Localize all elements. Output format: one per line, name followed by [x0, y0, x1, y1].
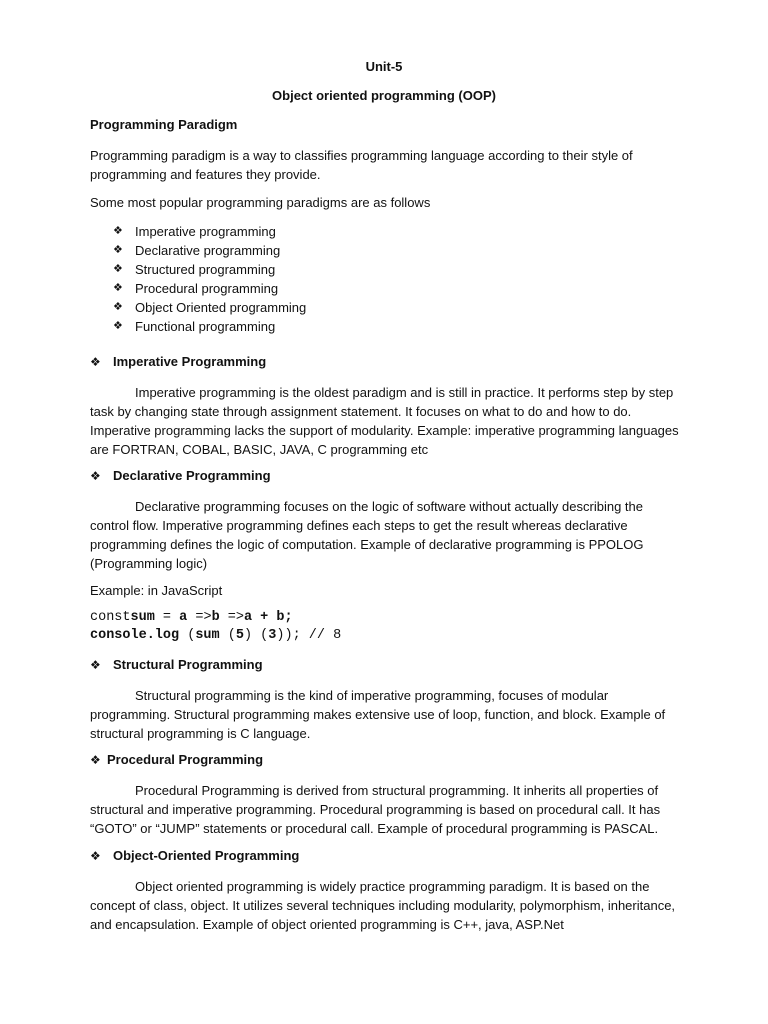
- code-line-1: constsum = a =>b =>a + b;: [90, 610, 293, 625]
- diamond-bullet-icon: ❖: [113, 244, 123, 256]
- code-block: [90, 609, 680, 645]
- list-item: ❖ Imperative programming: [113, 224, 276, 239]
- procedural-heading: ❖ Procedural Programming: [90, 752, 264, 767]
- list-item: ❖ Procedural programming: [113, 281, 279, 296]
- unit-label: Unit-5: [365, 59, 403, 74]
- procedural-paragraph: Procedural Programming is derived from structural programming. It inherits all properties of structural and imperative programming. Procedural programming is based on procedural call. It has “GOTO” or “JUMP” statements or procedural call. Example of procedural programming is PASCAL.: [90, 783, 661, 836]
- imperative-paragraph: Imperative programming is the oldest paradigm and is still in practice. It performs step by step task by changing state through assignment statement. It focuses on what to do and how to do. Imperative programming lacks the support of modularity. Example: imperative programming languages are FORTRAN, COBAL, BASIC, JAVA, C programming etc: [90, 385, 679, 457]
- structural-heading: ❖ Structural Programming: [90, 657, 263, 672]
- diamond-bullet-icon: ❖: [113, 301, 123, 313]
- imperative-heading: ❖ Imperative Programming: [90, 354, 267, 369]
- page-title: Object oriented programming (OOP): [272, 88, 496, 103]
- paradigm-list: [113, 222, 306, 336]
- list-item: ❖ Object Oriented programming: [113, 300, 307, 315]
- code-line-2: console.log (sum (5) (3)); // 8: [90, 628, 342, 643]
- intro-paragraph: Programming paradigm is a way to classifies programming language according to their style of programming and features they provide.: [90, 148, 633, 182]
- declarative-heading: ❖ Declarative Programming: [90, 468, 271, 483]
- diamond-bullet-icon: ❖: [113, 320, 123, 332]
- list-item: ❖ Functional programming: [113, 319, 276, 334]
- diamond-bullet-icon: ❖: [113, 282, 123, 294]
- declarative-paragraph: Declarative programming focuses on the logic of software without actually describing the control flow. Imperative programming defines each steps to get the result whereas declarative programming defines the logic of computation. Example of declarative programming is PPOLOG (Programming logic): [90, 499, 644, 571]
- list-item: ❖ Declarative programming: [113, 243, 281, 258]
- diamond-bullet-icon: ❖: [90, 848, 101, 863]
- diamond-bullet-icon: ❖: [90, 657, 101, 672]
- diamond-bullet-icon: ❖: [90, 752, 101, 767]
- diamond-bullet-icon: ❖: [90, 354, 101, 369]
- oop-heading: ❖ Object-Oriented Programming: [90, 848, 300, 863]
- list-intro: Some most popular programming paradigms are as follows: [90, 195, 431, 210]
- example-label: Example: in JavaScript: [90, 583, 223, 598]
- list-item: ❖ Structured programming: [113, 262, 276, 277]
- diamond-bullet-icon: ❖: [90, 468, 101, 483]
- section-heading: Programming Paradigm: [90, 117, 238, 132]
- diamond-bullet-icon: ❖: [113, 225, 123, 237]
- diamond-bullet-icon: ❖: [113, 263, 123, 275]
- oop-paragraph: Object oriented programming is widely practice programming paradigm. It is based on the concept of class, object. It utilizes several techniques including modularity, polymorphism, inheritance, and encapsulation. Example of object oriented programming is C++, java, ASP.Net: [90, 879, 676, 932]
- structural-paragraph: Structural programming is the kind of imperative programming, focuses of modular programming. Structural programming makes extensive use of loop, function, and block. Example of structural programming is C language.: [90, 688, 666, 741]
